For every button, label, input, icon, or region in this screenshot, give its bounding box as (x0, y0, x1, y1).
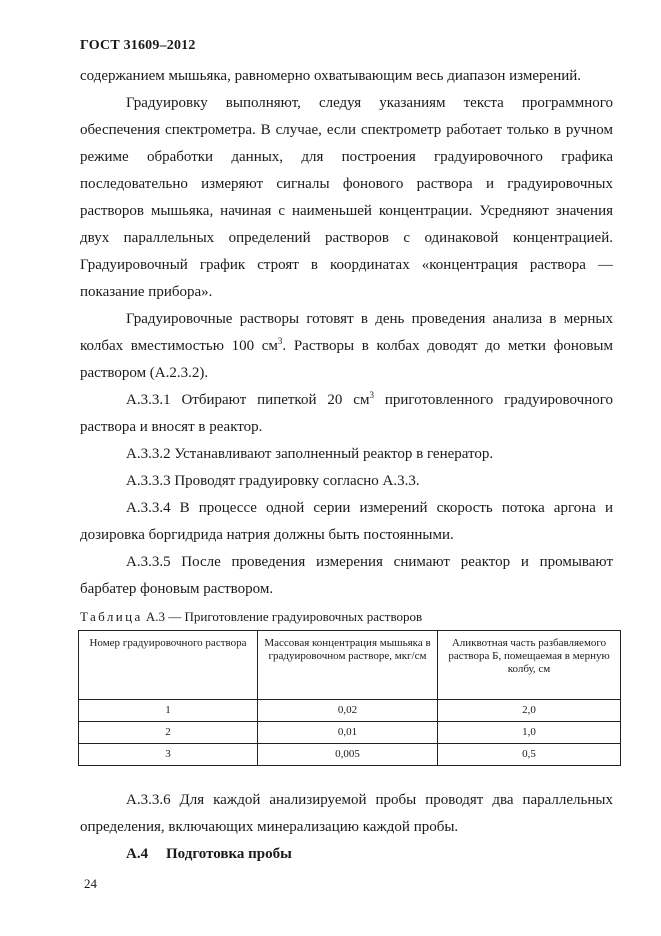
calibration-table (78, 630, 621, 766)
table-cell: 1 (79, 700, 258, 722)
clause-a-3-3-3: А.3.3.3 Проводят градуировку согласно А.3.3. (126, 473, 420, 489)
table-caption-word: Таблица (80, 609, 143, 624)
paragraph-text: приготовленного градуировочного раствора и вносят в реактор. (80, 392, 613, 435)
paragraph-text: Градуировочные растворы готовят в день проведения анализа в мерных колбах вместимостью 100 см (80, 311, 613, 354)
paragraph (80, 306, 613, 387)
page-number: 24 (84, 876, 97, 891)
paragraph: содержанием мышьяка, равномерно охватывающим весь диапазон измерений. (80, 68, 582, 84)
table-cell: 0,02 (258, 700, 438, 722)
table-cell: 3 (79, 744, 258, 766)
paragraph: Градуировку выполняют, следуя указаниям текста программного обеспечения спектрометра. В случае, если спектрометр работает только в ручном режиме обработки данных, для построения градуировочного графика последовательно измеряют сигналы фонового раствора и градуировочных растворов мышьяка, начиная с наименьшей концентрации. Усредняют значения двух параллельных определений растворов с одинаковой концентрацией. Градуировочный график строят в координатах «концентрация раствора — показание прибора». (80, 95, 613, 300)
clause-a-3-3-5: А.3.3.5 После проведения измерения снимают реактор и промывают барбатер фоновым раствором. (80, 554, 613, 597)
table-row (79, 700, 621, 722)
superscript: 3 (369, 390, 374, 400)
clause-a-3-3-1 (80, 387, 613, 441)
table-cell: 2 (79, 722, 258, 744)
clause-a-3-3-2: А.3.3.2 Устанавливают заполненный реактор в генератор. (126, 446, 494, 462)
table-cell: 0,5 (438, 744, 621, 766)
table-header-row (79, 631, 621, 700)
table-cell: 2,0 (438, 700, 621, 722)
column-header: Массовая концентрация мышьяка в градуировочном растворе, мкг/см (258, 631, 438, 700)
clause-a-3-3-4: А.3.3.4 В процессе одной серии измерений скорость потока аргона и дозировка боргидрида натрия должны быть постоянными. (80, 500, 613, 543)
paragraph-text: А.3.3.1 Отбирают пипеткой 20 см (126, 392, 370, 408)
table-cell: 0,005 (258, 744, 438, 766)
standard-number: ГОСТ 31609–2012 (80, 38, 196, 53)
column-header: Номер градуировочного раствора (79, 631, 258, 700)
document-body (80, 63, 613, 868)
paragraph-text: . Растворы в колбах доводят до метки фоновым раствором (А.2.3.2). (80, 338, 613, 381)
superscript: 3 (277, 336, 283, 346)
table-row (79, 744, 621, 766)
section-title: Подготовка пробы (166, 846, 292, 862)
table-row (79, 722, 621, 744)
section-number: А.4 (126, 846, 149, 862)
spacer (80, 766, 613, 787)
table-cell: 0,01 (258, 722, 438, 744)
clause-a-3-3-6: А.3.3.6 Для каждой анализируемой пробы проводят два параллельных определения, включающих минерализацию каждой пробы. (80, 792, 613, 835)
table-cell: 1,0 (438, 722, 621, 744)
table-caption (80, 603, 613, 630)
section-heading (80, 841, 613, 868)
column-header: Аликвотная часть разбавляемого раствора Б, помещаемая в мерную колбу, см (438, 631, 621, 700)
table-caption-text: А.3 — Приготовление градуировочных растворов (142, 609, 423, 624)
